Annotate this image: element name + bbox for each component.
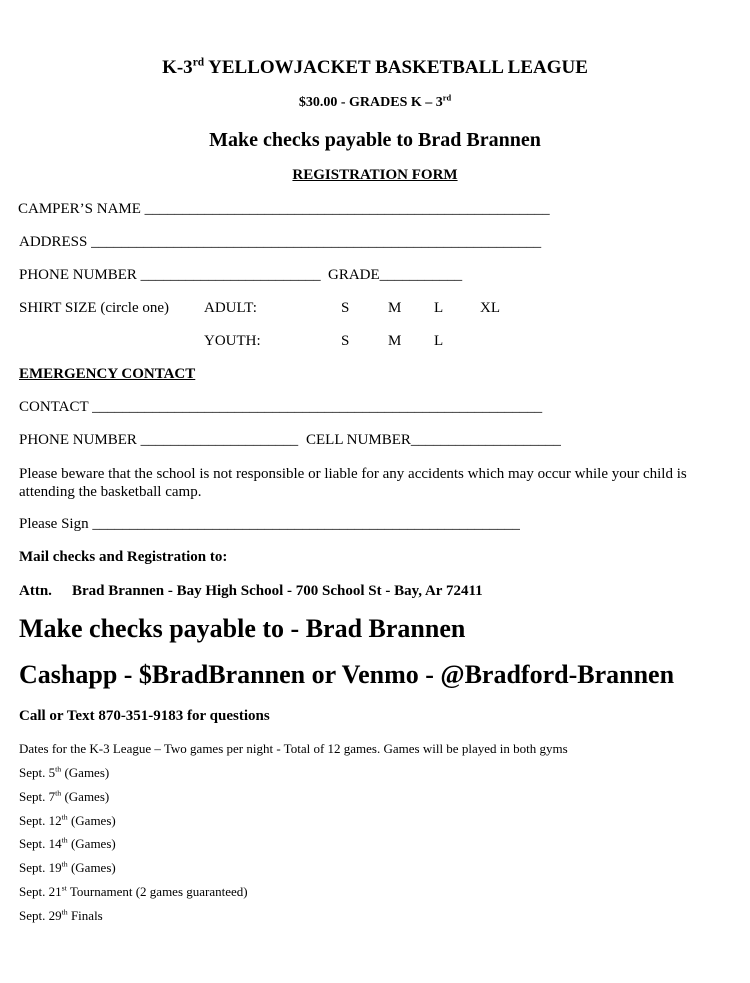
questions-line: Call or Text 870-351-9183 for questions [19,708,270,724]
price-sup: rd [442,93,452,103]
date-sup: st [61,883,67,893]
shirt-size-label: SHIRT SIZE (circle one) [19,300,170,316]
date-text: Sept. 7 [19,789,56,804]
adult-size-s[interactable]: S [341,300,350,316]
youth-size-l[interactable]: L [434,333,444,349]
league-title-sup: rd [192,56,205,69]
date-note: (Games) [67,836,116,851]
price-line [0,95,750,111]
schedule-date [19,765,109,781]
emergency-phone-field[interactable]: PHONE NUMBER _____________________ [19,432,299,448]
address-field[interactable]: ADDRESS ____________________________________________________________ [19,234,542,250]
date-text: Sept. 19 [19,860,62,875]
date-note: Tournament (2 games guaranteed) [66,884,248,899]
grade-field[interactable]: GRADE___________ [328,267,463,283]
signature-field[interactable]: Please Sign _________________________________________________________ [19,516,520,532]
contact-field[interactable]: CONTACT ____________________________________________________________ [19,399,543,415]
schedule-date [19,789,109,805]
date-text: Sept. 5 [19,765,56,780]
date-note: (Games) [67,860,116,875]
date-sup: th [61,812,68,822]
date-text: Sept. 29 [19,908,62,923]
date-note: (Games) [61,765,110,780]
date-sup: th [55,764,62,774]
league-title [0,57,750,79]
date-sup: th [61,835,68,845]
schedule-date [19,836,116,852]
schedule-date [19,908,103,924]
attn-label: Attn. [19,583,52,599]
youth-size-m[interactable]: M [388,333,402,349]
date-sup: th [61,859,68,869]
attn-address: Brad Brannen - Bay High School - 700 School St - Bay, Ar 72411 [72,583,483,599]
cell-number-field[interactable]: CELL NUMBER____________________ [306,432,561,448]
payable-heading: Make checks payable to Brad Brannen [209,129,541,151]
disclaimer-text: Please beware that the school is not responsible or liable for any accidents which may occur while your child is attending the basketball camp. [19,466,687,500]
youth-size-s[interactable]: S [341,333,350,349]
date-note: (Games) [61,789,110,804]
schedule-date [19,813,116,829]
date-text: Sept. 21 [19,884,62,899]
adult-label: ADULT: [204,300,257,316]
mail-heading: Mail checks and Registration to: [19,549,228,565]
date-note: (Games) [67,813,116,828]
schedule-date [19,884,248,900]
youth-label: YOUTH: [204,333,261,349]
date-sup: th [55,788,62,798]
payable-big-heading: Make checks payable to - Brad Brannen [19,614,466,643]
date-text: Sept. 14 [19,836,62,851]
date-sup: th [61,907,68,917]
league-title-rest: YELLOWJACKET BASKETBALL LEAGUE [204,57,588,78]
payment-apps-heading: Cashapp - $BradBrannen or Venmo - @Bradford-Brannen [19,660,675,689]
adult-size-l[interactable]: L [434,300,444,316]
schedule-date [19,860,116,876]
adult-size-m[interactable]: M [388,300,402,316]
date-text: Sept. 12 [19,813,62,828]
phone-number-field[interactable]: PHONE NUMBER ________________________ [19,267,321,283]
schedule-intro: Dates for the K-3 League – Two games per night - Total of 12 games. Games will be played in both gyms [19,741,568,756]
camper-name-field[interactable]: CAMPER’S NAME ______________________________________________________ [18,201,550,217]
form-title: REGISTRATION FORM [292,167,458,183]
date-note: Finals [67,908,103,923]
adult-size-xl[interactable]: XL [480,300,500,316]
emergency-contact-heading: EMERGENCY CONTACT [19,366,196,382]
league-title-prefix: K-3 [162,57,193,78]
price-text: $30.00 - GRADES K – 3 [298,95,443,110]
